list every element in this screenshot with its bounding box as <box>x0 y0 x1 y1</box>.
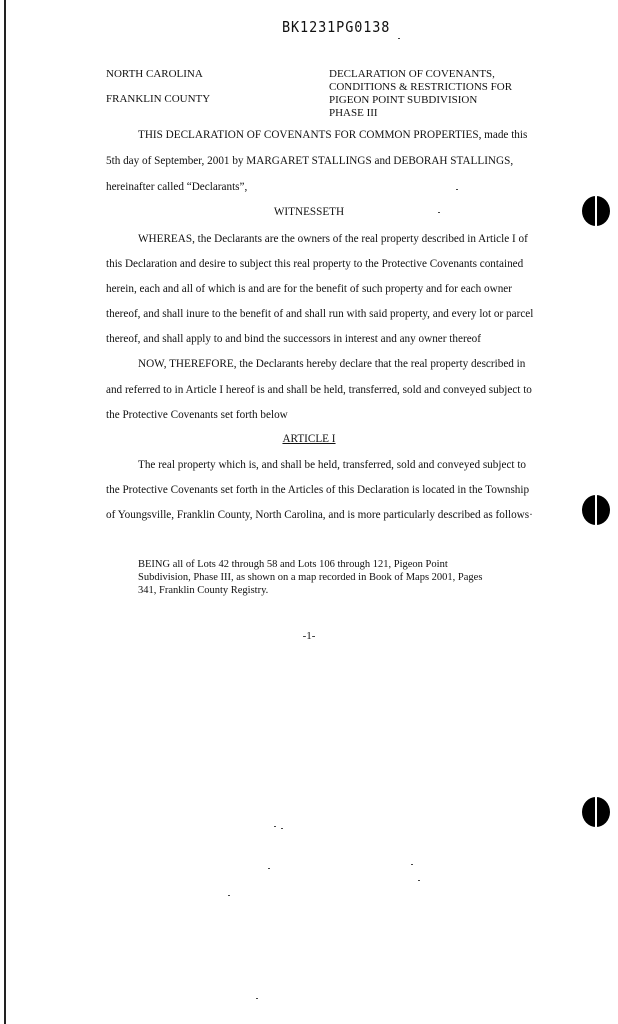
title-line: CONDITIONS & RESTRICTIONS FOR <box>329 81 513 93</box>
whereas-line: this Declaration and desire to subject this real property to the Protective Covenants contained <box>106 258 524 270</box>
now-therefore-line: NOW, THEREFORE, the Declarants hereby declare that the real property described in <box>138 358 526 370</box>
article-line: the Protective Covenants set forth in the Articles of this Declaration is located in the Township <box>106 484 530 496</box>
legal-description <box>138 558 482 597</box>
article-title: ARTICLE I <box>282 433 336 445</box>
intro-line: 5th day of September, 2001 by MARGARET STALLINGS and DEBORAH STALLINGS, <box>106 155 514 167</box>
scan-speck <box>438 212 440 213</box>
intro-line: hereinafter called “Declarants”, <box>106 181 248 193</box>
article-heading <box>0 433 618 445</box>
legal-line: Subdivision, Phase III, as shown on a map recorded in Book of Maps 2001, Pages <box>138 572 483 583</box>
title-line: PHASE III <box>329 107 378 119</box>
header-county: FRANKLIN COUNTY <box>106 93 211 105</box>
scan-speck <box>418 880 420 881</box>
scan-speck <box>456 189 458 190</box>
punch-hole-top <box>582 196 610 226</box>
now-therefore-line: the Protective Covenants set forth below <box>106 409 288 421</box>
scan-speck <box>256 998 258 999</box>
legal-line: BEING all of Lots 42 through 58 and Lots 106 through 121, Pigeon Point <box>138 559 448 570</box>
book-page-stamp: BK1231PG0138 <box>282 18 391 36</box>
scan-edge <box>4 0 6 1024</box>
whereas-line: thereof, and shall inure to the benefit of and shall run with said property, and every lot or parcel <box>106 308 534 320</box>
header-state: NORTH CAROLINA <box>106 68 203 80</box>
scan-speck <box>274 826 276 827</box>
whereas-line: WHEREAS, the Declarants are the owners of the real property described in Article I of <box>138 233 528 245</box>
punch-hole-middle <box>582 495 610 525</box>
article-line: The real property which is, and shall be held, transferred, sold and conveyed subject to <box>138 459 527 471</box>
legal-line: 341, Franklin County Registry. <box>138 585 269 596</box>
scan-speck <box>228 895 230 896</box>
whereas-line: thereof, and shall apply to and bind the successors in interest and any owner thereof <box>106 333 481 345</box>
scan-speck <box>411 864 413 865</box>
intro-line: THIS DECLARATION OF COVENANTS FOR COMMON PROPERTIES, made this <box>138 129 528 141</box>
witnesseth-heading: WITNESSETH <box>273 206 345 218</box>
scan-speck <box>268 868 270 869</box>
page-number: -1- <box>302 630 316 642</box>
scan-speck <box>398 38 400 39</box>
scan-speck <box>281 828 283 829</box>
title-line: DECLARATION OF COVENANTS, <box>329 68 495 80</box>
title-line: PIGEON POINT SUBDIVISION <box>329 94 478 106</box>
document-title <box>329 68 529 120</box>
whereas-line: herein, each and all of which is and are for the benefit of such property and for each owner <box>106 283 512 295</box>
punch-hole-bottom <box>582 797 610 827</box>
now-therefore-line: and referred to in Article I hereof is and shall be held, transferred, sold and conveyed subject to <box>106 384 532 396</box>
article-line: of Youngsville, Franklin County, North Carolina, and is more particularly described as follows· <box>106 509 533 521</box>
